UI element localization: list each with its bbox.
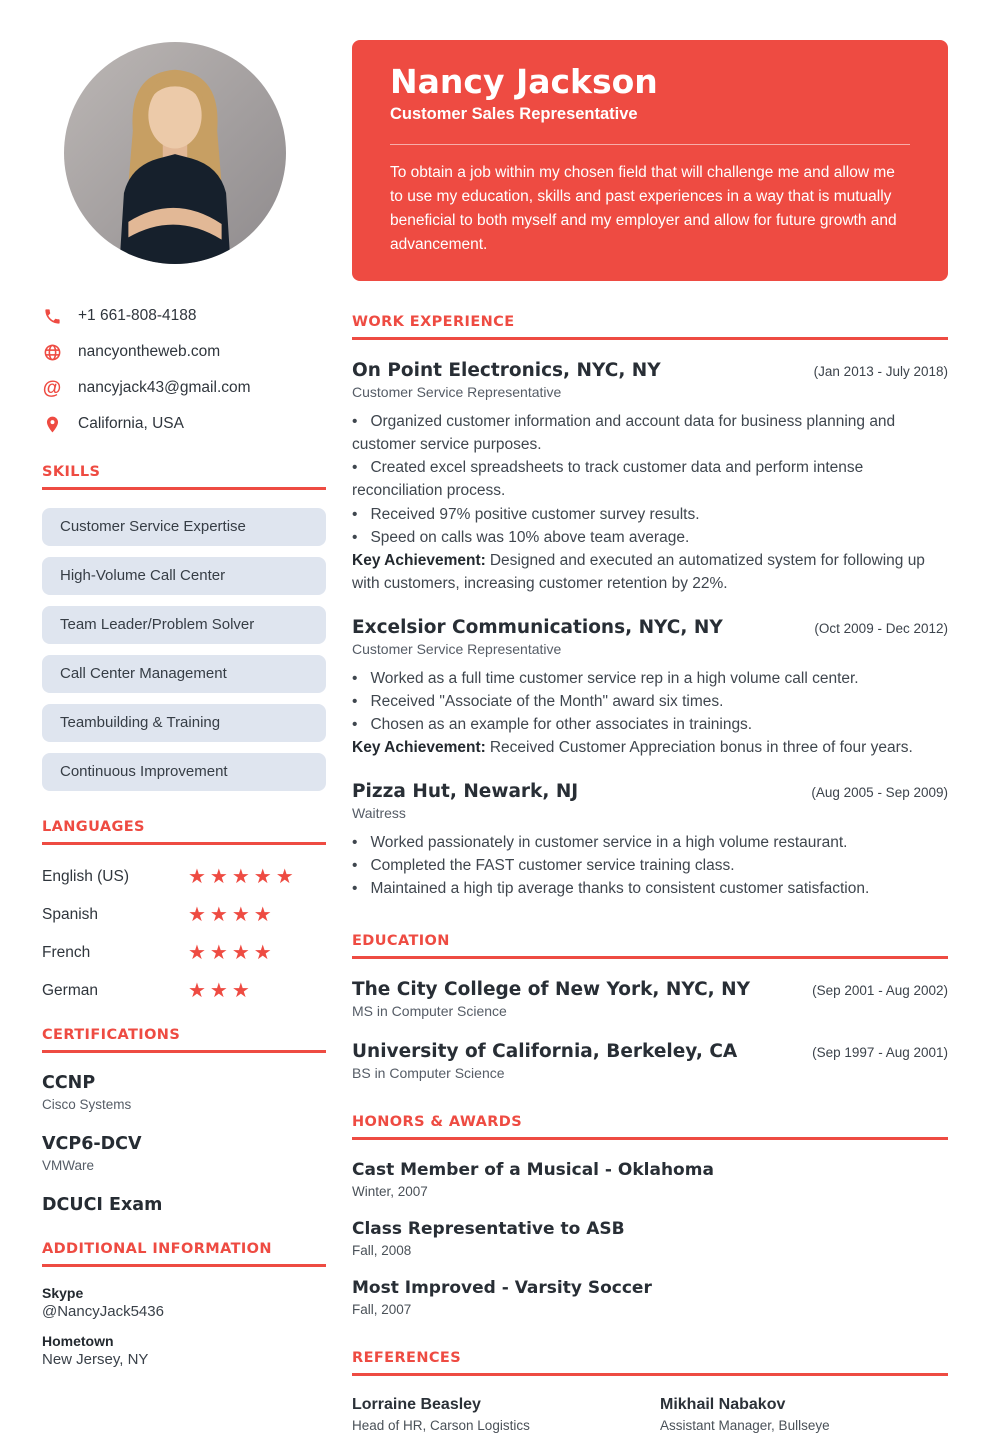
job-bullet: • Received "Associate of the Month" award six times. (352, 690, 948, 713)
education-entry (352, 979, 948, 1019)
skill-pill: Teambuilding & Training (42, 704, 326, 742)
honor-entry (352, 1160, 948, 1199)
key-achievement-text: Received Customer Appreciation bonus in three of four years. (489, 739, 913, 757)
sidebar (42, 0, 326, 1404)
contact-location (42, 414, 326, 434)
job-bullet: • Worked passionately in customer service in a high volume restaurant. (352, 831, 948, 854)
references-section (352, 1350, 948, 1433)
job-role: Customer Service Representative (352, 640, 562, 657)
certification-item (42, 1195, 326, 1215)
job-bullets (352, 410, 948, 550)
certification-name: VCP6-DCV (42, 1134, 142, 1154)
job-bullet: • Chosen as an example for other associates in trainings. (352, 713, 948, 736)
section-divider (352, 337, 948, 340)
language-name: English (US) (42, 868, 129, 885)
section-divider (42, 1050, 326, 1053)
reference-name: Lorraine Beasley (352, 1396, 481, 1414)
contact-info (42, 306, 326, 434)
job-bullet: • Worked as a full time customer service rep in a high volume call center. (352, 667, 948, 690)
job-bullet: • Created excel spreadsheets to track customer data and perform intense reconciliation process. (352, 456, 948, 503)
job-role: Customer Service Representative (352, 383, 562, 400)
language-row (42, 981, 326, 1001)
key-achievement (352, 736, 948, 759)
star-rating: ★★★★ (188, 904, 276, 926)
language-row (42, 905, 326, 925)
languages-title: LANGUAGES (42, 819, 145, 835)
job-bullet: • Organized customer information and account data for business planning and customer service purposes. (352, 410, 948, 457)
section-divider (42, 487, 326, 490)
section-divider (42, 842, 326, 845)
key-achievement-label: Key Achievement: (352, 739, 486, 757)
phone-icon (42, 306, 62, 326)
additional-value: @NancyJack5436 (42, 1303, 164, 1320)
job-entry (352, 781, 948, 901)
header-card (352, 40, 948, 281)
objective-text: To obtain a job within my chosen field that will challenge me and allow me to use my education, skills and past experiences in a way that is mutually beneficial to both myself and my employer and allow for future growth and advancement. (390, 163, 897, 253)
reference-entry (352, 1396, 640, 1433)
key-achievement-label: Key Achievement: (352, 552, 486, 570)
phone-value: +1 661-808-4188 (78, 307, 197, 324)
education-dates: (Sep 2001 - Aug 2002) (812, 983, 948, 999)
section-divider (352, 1137, 948, 1140)
job-company: Pizza Hut, Newark, NJ (352, 780, 579, 802)
language-name: French (42, 944, 91, 961)
honor-name: Most Improved - Varsity Soccer (352, 1278, 652, 1299)
globe-icon (42, 342, 62, 362)
job-role: Waitress (352, 804, 406, 821)
work-experience-title: WORK EXPERIENCE (352, 313, 515, 330)
certification-org: VMWare (42, 1158, 95, 1173)
star-rating: ★★★ (188, 980, 254, 1002)
language-row (42, 867, 326, 887)
section-divider (352, 956, 948, 959)
additional-info-title: ADDITIONAL INFORMATION (42, 1241, 272, 1257)
contact-phone (42, 306, 326, 326)
additional-item (42, 1285, 326, 1320)
honor-name: Class Representative to ASB (352, 1219, 625, 1240)
honor-entry (352, 1278, 948, 1317)
certifications-title: CERTIFICATIONS (42, 1027, 181, 1043)
certification-name: DCUCI Exam (42, 1195, 163, 1215)
location-pin-icon (42, 414, 62, 434)
education-dates: (Sep 1997 - Aug 2001) (812, 1045, 948, 1061)
job-bullets (352, 831, 948, 901)
honors-awards-section (352, 1114, 948, 1317)
key-achievement (352, 549, 948, 596)
job-company: On Point Electronics, NYC, NY (352, 359, 661, 381)
profile-photo (64, 42, 286, 264)
job-dates: (Jan 2013 - July 2018) (813, 363, 948, 379)
additional-label: Hometown (42, 1333, 114, 1349)
location-value: California, USA (78, 415, 184, 432)
references-title: REFERENCES (352, 1350, 462, 1367)
work-experience-section (352, 314, 948, 901)
job-bullet: • Completed the FAST customer service training class. (352, 854, 948, 877)
skill-pill: Continuous Improvement (42, 753, 326, 791)
key-achievement-text: Designed and executed an automatized system for following up with customers, increasing customer retention by 22%. (352, 552, 925, 593)
reference-position: Head of HR, Carson Logistics (352, 1418, 530, 1433)
honor-date: Fall, 2007 (352, 1302, 412, 1318)
reference-entry (660, 1396, 948, 1433)
education-school: The City College of New York, NYC, NY (352, 979, 750, 1001)
education-school: University of California, Berkeley, CA (352, 1041, 738, 1063)
profile-photo-illustration (64, 42, 286, 264)
contact-website (42, 342, 326, 362)
certifications-section (42, 1027, 326, 1215)
job-dates: (Aug 2005 - Sep 2009) (811, 784, 948, 800)
section-divider (352, 1373, 948, 1376)
education-degree: MS in Computer Science (352, 1003, 507, 1020)
reference-position: Assistant Manager, Bullseye (660, 1418, 830, 1433)
contact-email (42, 378, 326, 398)
education-title: EDUCATION (352, 933, 450, 950)
education-section (352, 933, 948, 1081)
honor-date: Winter, 2007 (352, 1184, 428, 1200)
job-entry (352, 617, 948, 760)
additional-value: New Jersey, NY (42, 1351, 149, 1368)
email-value: nancyjack43@gmail.com (78, 379, 251, 396)
job-bullets (352, 667, 948, 737)
education-degree: BS in Computer Science (352, 1065, 505, 1082)
section-divider (42, 1264, 326, 1267)
job-dates: (Oct 2009 - Dec 2012) (814, 620, 948, 636)
skill-pill: Customer Service Expertise (42, 508, 326, 546)
at-icon: @ (42, 377, 62, 399)
skill-pill: Call Center Management (42, 655, 326, 693)
person-name: Nancy Jackson (390, 62, 658, 101)
honor-name: Cast Member of a Musical - Oklahoma (352, 1160, 714, 1181)
language-row (42, 943, 326, 963)
honor-date: Fall, 2008 (352, 1243, 412, 1259)
job-bullet: • Speed on calls was 10% above team average. (352, 526, 948, 549)
certification-item (42, 1073, 326, 1112)
job-bullet: • Received 97% positive customer survey results. (352, 503, 948, 526)
skill-pill: High-Volume Call Center (42, 557, 326, 595)
certification-item (42, 1134, 326, 1173)
star-rating: ★★★★★ (188, 866, 298, 888)
website-value: nancyontheweb.com (78, 343, 221, 360)
language-name: German (42, 982, 98, 999)
additional-item (42, 1333, 326, 1368)
language-name: Spanish (42, 906, 99, 923)
languages-section (42, 819, 326, 1001)
star-rating: ★★★★ (188, 942, 276, 964)
additional-label: Skype (42, 1285, 84, 1301)
honors-awards-title: HONORS & AWARDS (352, 1114, 523, 1131)
person-job-title: Customer Sales Representative (390, 104, 638, 123)
additional-info-section (42, 1241, 326, 1368)
honor-entry (352, 1219, 948, 1258)
certification-org: Cisco Systems (42, 1097, 132, 1112)
header-divider (390, 144, 910, 145)
skills-section (42, 464, 326, 791)
main-column (352, 0, 948, 1433)
job-entry (352, 360, 948, 596)
job-bullet: • Maintained a high tip average thanks to consistent customer satisfaction. (352, 877, 948, 900)
skills-title: SKILLS (42, 464, 101, 480)
skill-pill: Team Leader/Problem Solver (42, 606, 326, 644)
education-entry (352, 1041, 948, 1081)
reference-name: Mikhail Nabakov (660, 1396, 786, 1414)
job-company: Excelsior Communications, NYC, NY (352, 616, 723, 638)
certification-name: CCNP (42, 1073, 96, 1093)
